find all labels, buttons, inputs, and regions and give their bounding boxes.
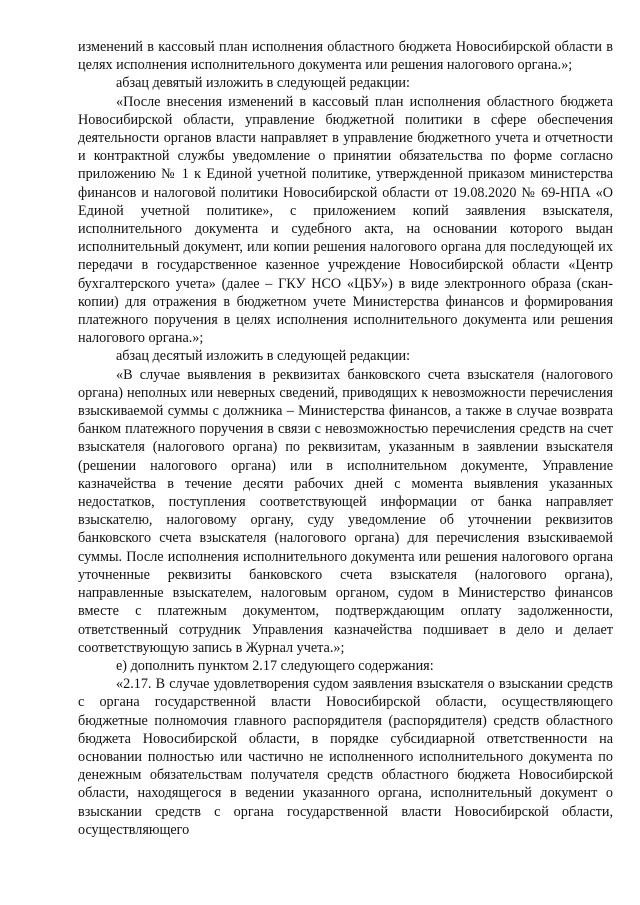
paragraph-2: абзац девятый изложить в следующей редакции: (116, 75, 410, 92)
document-page (78, 38, 613, 839)
paragraph-4: абзац десятый изложить в следующей редакции: (116, 348, 411, 365)
paragraph-5: «В случае выявления в реквизитах банковского счета взыскателя (налогового органа) неполных или неверных сведений, приводящих к невозможности перечисления взыскиваемой суммы с должника – Министерства финансов, а также в случае возврата банком платежного поручения в связи с невозможностью перечисления средств на счет взыскателя (налогового органа) по реквизитам, указанным в заявлении взыскателя (решении налогового органа) или в исполнительном документе, Управление казначейства в течение десяти рабочих дней с момента выявления указанных недостатков, поступления соответствующей информации от банка направляет взыскателю, налоговому органу, суду уведомление об уточнении реквизитов банковского счета взыскателя (налогового органа) для перечисления взыскиваемой суммы. После исполнения исполнительного документа или решения налогового органа уточненные реквизиты банковского счета взыскателя (налогового органа), направленные взыскателем, налоговым органом, судом в Министерство финансов вместе с платежным документом, подтверждающим оплату задолженности, ответственный сотрудник Управления казначейства подшивает в дело и делает соответствующую запись в Журнал учета.»; (78, 366, 613, 656)
paragraph-6: е) дополнить пунктом 2.17 следующего содержания: (116, 657, 434, 674)
paragraph-3: «После внесения изменений в кассовый план исполнения областного бюджета Новосибирской области, управление бюджетной политики в сфере обеспечения деятельности органов власти направляет в управление бюджетного учета и отчетности и контрактной службы уведомление о принятии обязательства по форме согласно приложению № 1 к Единой учетной политике, утвержденной приказом министерства финансов и налоговой политики Новосибирской области от 19.08.2020 № 69-НПА «О Единой учетной политике», с приложением копий заявления взыскателя, исполнительного документа и судебного акта, на основании которого выдан исполнительный документ, или копии решения налогового органа для последующей их передачи в государственное казенное учреждение Новосибирской области «Центр бухгалтерского учета» (далее – ГКУ НСО «ЦБУ») в виде электронного образа (скан-копии) для отражения в бюджетном учете Министерства финансов и формирования платежного поручения в целях исполнения исполнительного документа или решения налогового органа.»; (78, 93, 613, 347)
paragraph-7: «2.17. В случае удовлетворения судом заявления взыскателя о взыскании средств с органа государственной власти Новосибирской области, осуществляющего бюджетные полномочия главного распорядителя (распорядителя) средств областного бюджета Новосибирской области, в порядке субсидиарной ответственности на основании полностью или частично не исполненного исполнительного документа по денежным обязательствам получателя средств областного бюджета Новосибирской области, находящегося в ведении указанного органа, исполнительный документ о взыскании средств с органа государственной власти Новосибирской области, осуществляющего (78, 676, 613, 838)
paragraph-1: изменений в кассовый план исполнения областного бюджета Новосибирской области в целях исполнения исполнительного документа или решения налогового органа.»; (78, 39, 613, 74)
